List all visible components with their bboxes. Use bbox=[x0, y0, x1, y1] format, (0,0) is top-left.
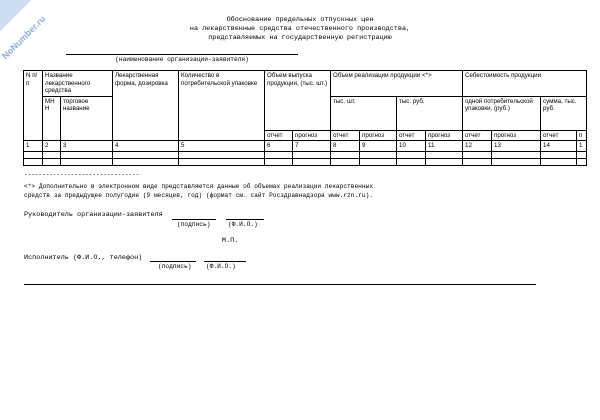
header-volume-prod: Объем выпуска продукции, (тыс. шт.) bbox=[265, 71, 331, 131]
col-number: 4 bbox=[113, 141, 179, 152]
price-justification-table bbox=[23, 70, 587, 166]
head-fio-caption: (Ф.И.О.) bbox=[228, 221, 258, 228]
head-signature-caption: (подпись) bbox=[177, 221, 211, 228]
col-number: 10 bbox=[397, 141, 426, 152]
sub-report: отчет bbox=[265, 130, 293, 141]
page-bottom-rule bbox=[24, 284, 536, 285]
sub-forecast: прогноз bbox=[293, 130, 331, 141]
header-num: N п/п bbox=[24, 71, 43, 141]
header-qty: Количество в потребительской упаковке bbox=[179, 71, 265, 141]
header-thous-rub: тыс. руб. bbox=[397, 96, 463, 130]
col-number: 14 bbox=[541, 141, 577, 152]
executor-label: Исполнитель (Ф.И.О., телефон) bbox=[24, 254, 143, 262]
footnote-text: <*> Дополнительно в электронном виде представляются данные об объемах реализации лекарственных средств за предыдущее полугодие (9 месяцев, год) (формат см. сайт Росздравнадзора www.rzn.ru). bbox=[24, 183, 374, 199]
sub-p: п bbox=[577, 130, 587, 141]
sub-forecast: прогноз bbox=[360, 130, 397, 141]
title-line-3: представляемых на государственную регистрацию bbox=[208, 34, 392, 42]
stamp-place: М.П. bbox=[222, 237, 239, 245]
col-number: 5 bbox=[179, 141, 265, 152]
sub-report: отчет bbox=[463, 130, 492, 141]
header-volume-sales: Объем реализации продукции <*> bbox=[331, 71, 463, 97]
head-label: Руководитель организации-заявителя bbox=[24, 211, 163, 219]
col-number: 7 bbox=[293, 141, 331, 152]
document-title bbox=[0, 16, 600, 43]
header-cost: Себестоимость продукции bbox=[463, 71, 587, 97]
applicant-name-line bbox=[66, 54, 298, 55]
header-cost-unit: одной потребительской упаковки, (руб.) bbox=[463, 96, 541, 130]
col-number: 13 bbox=[492, 141, 541, 152]
header-form: Лекарственная форма, дозировка bbox=[113, 71, 179, 141]
sub-report: отчет bbox=[397, 130, 426, 141]
header-name: Название лекарственного средства bbox=[43, 71, 113, 97]
head-signature-line bbox=[172, 219, 216, 220]
header-cost-sum: сумма, тыс. руб. bbox=[541, 96, 587, 130]
table-row bbox=[24, 151, 587, 158]
executor-fio-line bbox=[204, 261, 246, 262]
col-number: 2 bbox=[43, 141, 61, 152]
watermark-text: NoNumber.ru bbox=[0, 13, 48, 62]
executor-signature-line bbox=[150, 261, 196, 262]
header-mnn: МН Н bbox=[43, 96, 61, 141]
col-number: 11 bbox=[426, 141, 463, 152]
header-trade: торговое название bbox=[61, 96, 113, 141]
sub-report: отчет bbox=[331, 130, 360, 141]
sub-forecast: прогноз bbox=[492, 130, 541, 141]
col-number: 1 bbox=[24, 141, 43, 152]
table-row bbox=[24, 158, 587, 165]
executor-fio-caption: (Ф.И.О.) bbox=[206, 263, 236, 270]
title-line-1: Обоснование предельных отпускных цен bbox=[226, 16, 374, 24]
col-number: 9 bbox=[360, 141, 397, 152]
head-fio-line bbox=[226, 219, 264, 220]
col-number: 3 bbox=[61, 141, 113, 152]
col-number: 1 bbox=[577, 141, 587, 152]
executor-signature-caption: (подпись) bbox=[158, 263, 192, 270]
title-line-2: на лекарственные средства отечественного производства, bbox=[189, 25, 411, 33]
footnote-separator: -------------------------------- bbox=[24, 171, 140, 178]
header-thous-pcs: тыс. шт. bbox=[331, 96, 397, 130]
col-number: 8 bbox=[331, 141, 360, 152]
applicant-caption: (наименование организации-заявителя) bbox=[115, 56, 249, 63]
sub-forecast: прогноз bbox=[426, 130, 463, 141]
column-number-row bbox=[24, 141, 587, 152]
col-number: 12 bbox=[463, 141, 492, 152]
col-number: 6 bbox=[265, 141, 293, 152]
sub-report: отчет bbox=[541, 130, 577, 141]
